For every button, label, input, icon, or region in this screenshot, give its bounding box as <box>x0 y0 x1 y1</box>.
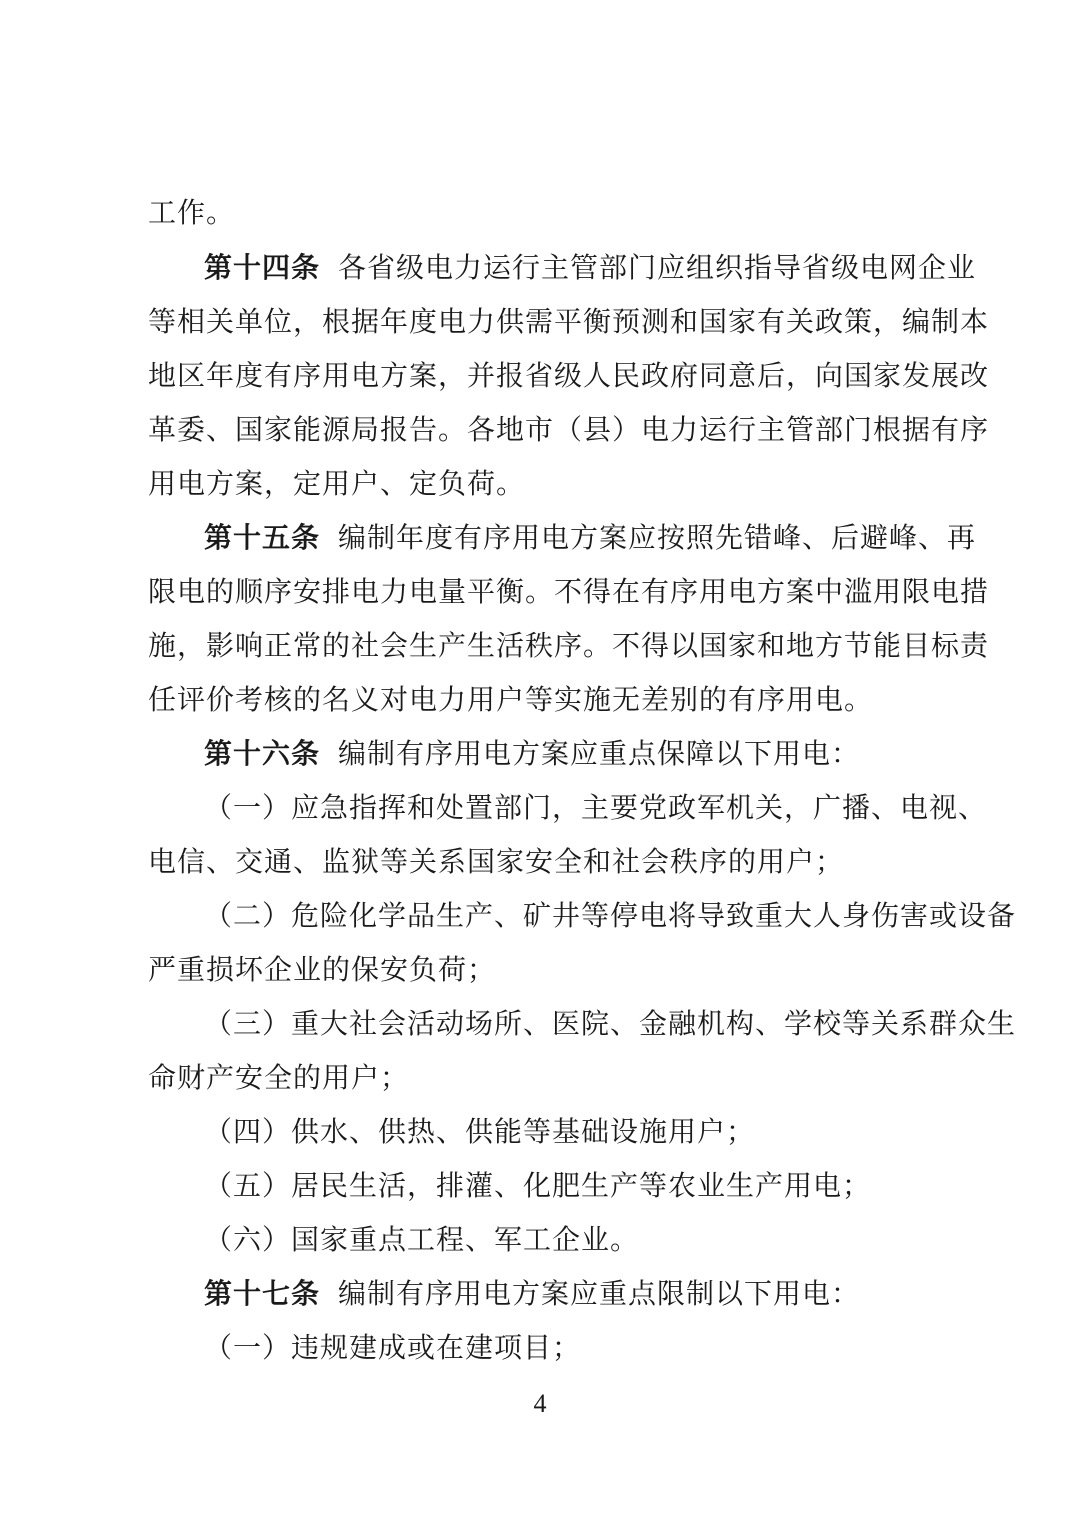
article-heading: 第十四条 <box>204 251 321 284</box>
text-line: 施，影响正常的社会生产生活秩序。不得以国家和地方节能目标责 <box>148 629 990 662</box>
page-number: 4 <box>533 1389 547 1418</box>
text-line: 限电的顺序安排电力电量平衡。不得在有序用电方案中滥用限电措 <box>148 575 990 608</box>
text-line: 革委、国家能源局报告。各地市（县）电力运行主管部门根据有序 <box>148 413 990 446</box>
text-line: 地区年度有序用电方案，并报省级人民政府同意后，向国家发展改 <box>148 359 990 392</box>
article-heading: 第十五条 <box>204 521 321 554</box>
text-line: 任评价考核的名义对电力用户等实施无差别的有序用电。 <box>148 683 874 716</box>
list-item-line: （五）居民生活，排灌、化肥生产等农业生产用电； <box>204 1169 872 1202</box>
list-item-line: （三）重大社会活动场所、医院、金融机构、学校等关系群众生 <box>204 1007 1017 1040</box>
article-heading: 第十七条 <box>204 1277 321 1310</box>
article-16-first-line: 第十六条 编制有序用电方案应重点保障以下用电： <box>204 737 861 770</box>
list-item-line: （六）国家重点工程、军工企业。 <box>204 1223 640 1256</box>
text-line: 命财产安全的用户； <box>148 1061 410 1094</box>
text-line: 电信、交通、监狱等关系国家安全和社会秩序的用户； <box>148 845 845 878</box>
list-item-line: （一）违规建成或在建项目； <box>204 1331 582 1364</box>
text-line: 工作。 <box>148 196 236 229</box>
text-line: 用电方案，定用户、定负荷。 <box>148 467 526 500</box>
text-line: 严重损坏企业的保安负荷； <box>148 953 497 986</box>
article-17-first-line: 第十七条 编制有序用电方案应重点限制以下用电： <box>204 1277 861 1310</box>
article-15-first-line: 第十五条 编制年度有序用电方案应按照先错峰、后避峰、再 <box>204 521 977 554</box>
article-14-first-line: 第十四条 各省级电力运行主管部门应组织指导省级电网企业 <box>204 251 977 284</box>
list-item-line: （四）供水、供热、供能等基础设施用户； <box>204 1115 756 1148</box>
list-item-line: （二）危险化学品生产、矿井等停电将导致重大人身伤害或设备 <box>204 899 1017 932</box>
text-line: 等相关单位，根据年度电力供需平衡预测和国家有关政策，编制本 <box>148 305 990 338</box>
list-item-line: （一）应急指挥和处置部门，主要党政军机关，广播、电视、 <box>204 791 988 824</box>
article-heading: 第十六条 <box>204 737 321 770</box>
